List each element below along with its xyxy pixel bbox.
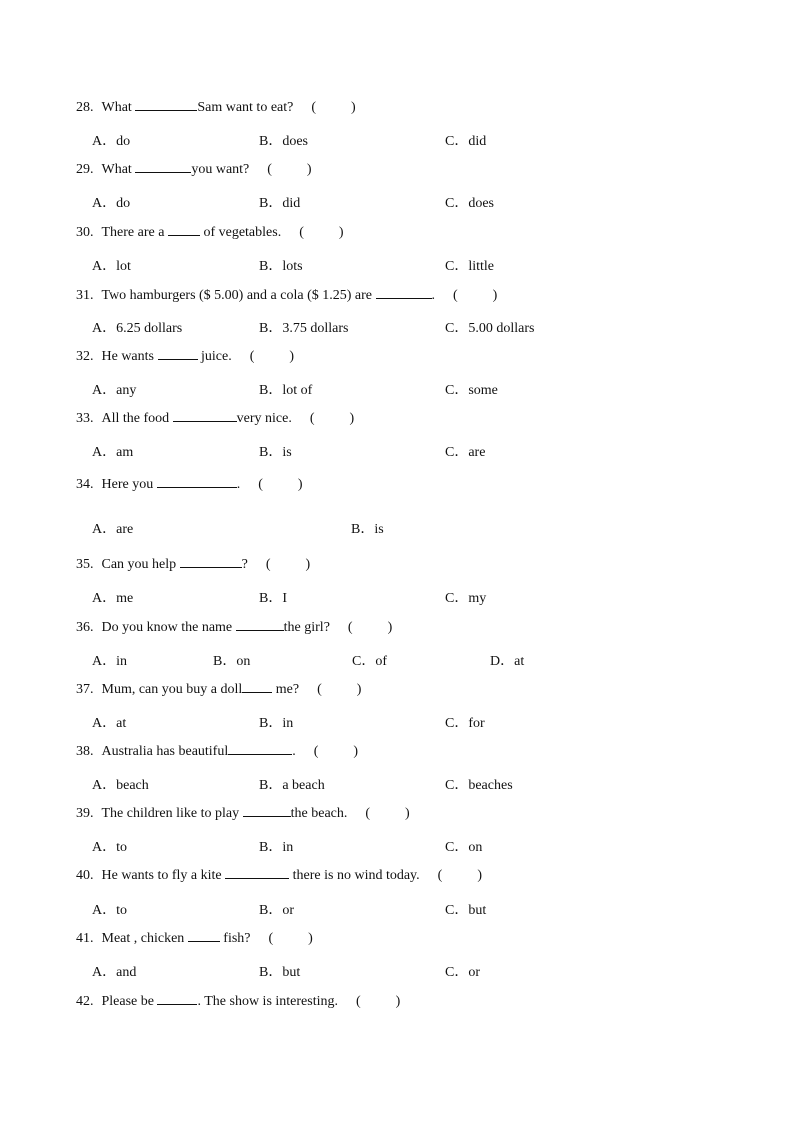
answer-blank[interactable] bbox=[228, 742, 292, 755]
option-b[interactable]: B．in bbox=[259, 716, 294, 731]
question-text-before: Australia has beautiful bbox=[101, 744, 229, 759]
answer-blank[interactable] bbox=[225, 866, 289, 879]
answer-blank[interactable] bbox=[180, 555, 242, 568]
option-a[interactable]: A．in bbox=[92, 654, 127, 669]
option-a[interactable]: A．lot bbox=[92, 259, 131, 274]
answer-blank[interactable] bbox=[242, 680, 272, 693]
question-number: 33. bbox=[76, 411, 94, 426]
answer-parentheses[interactable]: ( ) bbox=[437, 868, 482, 883]
question-text-after: me? bbox=[272, 682, 300, 697]
option-c[interactable]: C．for bbox=[445, 716, 485, 731]
option-a[interactable]: A．and bbox=[92, 965, 137, 980]
question-text-after: the beach. bbox=[290, 806, 348, 821]
question-number: 36. bbox=[76, 620, 94, 635]
answer-blank[interactable] bbox=[236, 618, 284, 631]
question-text-before: Here you bbox=[101, 477, 157, 492]
option-b[interactable]: B．does bbox=[259, 134, 308, 149]
question-text-before: Do you know the name bbox=[101, 620, 236, 635]
question-text-before: Please be bbox=[101, 994, 158, 1009]
question-number: 41. bbox=[76, 931, 94, 946]
answer-parentheses[interactable]: ( ) bbox=[453, 288, 498, 303]
option-c[interactable]: C．beaches bbox=[445, 778, 513, 793]
option-b[interactable]: B．a beach bbox=[259, 778, 325, 793]
question-number: 39. bbox=[76, 806, 94, 821]
option-b[interactable]: B．lots bbox=[259, 259, 303, 274]
answer-parentheses[interactable]: ( ) bbox=[311, 100, 356, 115]
question-text-after: ? bbox=[241, 557, 248, 572]
option-b[interactable]: B．I bbox=[259, 591, 287, 606]
answer-parentheses[interactable]: ( ) bbox=[313, 744, 359, 759]
question-text-after: the girl? bbox=[283, 620, 330, 635]
option-c[interactable]: C．my bbox=[445, 591, 487, 606]
question-number: 34. bbox=[76, 477, 94, 492]
answer-blank[interactable] bbox=[135, 98, 197, 111]
answer-blank[interactable] bbox=[188, 929, 220, 942]
option-b[interactable]: B．is bbox=[351, 522, 384, 537]
question-30 bbox=[76, 223, 344, 241]
question-text-before: There are a bbox=[101, 225, 168, 240]
question-text-before: What bbox=[101, 162, 136, 177]
option-b[interactable]: B．lot of bbox=[259, 383, 313, 398]
question-text-after: there is no wind today. bbox=[289, 868, 420, 883]
option-a[interactable]: A．any bbox=[92, 383, 137, 398]
question-text-before: What bbox=[101, 100, 136, 115]
question-31 bbox=[76, 286, 497, 304]
question-text-before: Mum, can you buy a doll bbox=[101, 682, 243, 697]
answer-parentheses[interactable]: ( ) bbox=[258, 477, 303, 492]
option-c[interactable]: C．on bbox=[445, 840, 483, 855]
answer-blank[interactable] bbox=[243, 804, 291, 817]
answer-parentheses[interactable]: ( ) bbox=[267, 162, 312, 177]
question-text-after: . bbox=[236, 477, 241, 492]
option-c[interactable]: C．5.00 dollars bbox=[445, 321, 535, 336]
question-text-before: He wants to fly a kite bbox=[101, 868, 226, 883]
question-38 bbox=[76, 742, 358, 760]
option-a[interactable]: A．6.25 dollars bbox=[92, 321, 183, 336]
question-text-before: Can you help bbox=[101, 557, 180, 572]
answer-blank[interactable] bbox=[135, 160, 191, 173]
question-29 bbox=[76, 160, 312, 178]
option-a[interactable]: A．to bbox=[92, 903, 127, 918]
option-a[interactable]: A．to bbox=[92, 840, 127, 855]
question-41 bbox=[76, 929, 313, 947]
answer-parentheses[interactable]: ( ) bbox=[265, 557, 311, 572]
question-number: 29. bbox=[76, 162, 94, 177]
question-number: 31. bbox=[76, 288, 94, 303]
question-40 bbox=[76, 866, 482, 884]
answer-blank[interactable] bbox=[158, 347, 198, 360]
answer-blank[interactable] bbox=[168, 223, 200, 236]
option-b[interactable]: B．in bbox=[259, 840, 294, 855]
question-text-before: Two hamburgers ($ 5.00) and a cola ($ 1.25) are bbox=[101, 288, 376, 303]
answer-blank[interactable] bbox=[157, 992, 197, 1005]
option-a[interactable]: A．am bbox=[92, 445, 134, 460]
question-text-after: . bbox=[292, 744, 296, 759]
answer-parentheses[interactable]: ( ) bbox=[268, 931, 313, 946]
question-number: 40. bbox=[76, 868, 94, 883]
option-c[interactable]: C．are bbox=[445, 445, 486, 460]
option-c[interactable]: C．of bbox=[352, 654, 387, 669]
question-36 bbox=[76, 618, 392, 636]
option-a[interactable]: A．beach bbox=[92, 778, 149, 793]
question-39 bbox=[76, 804, 410, 822]
answer-parentheses[interactable]: ( ) bbox=[365, 806, 410, 821]
option-a[interactable]: A．do bbox=[92, 196, 131, 211]
option-b[interactable]: B．on bbox=[213, 654, 251, 669]
question-text-before: The children like to play bbox=[101, 806, 243, 821]
question-28 bbox=[76, 98, 356, 116]
answer-blank[interactable] bbox=[376, 286, 432, 299]
option-b[interactable]: B．did bbox=[259, 196, 301, 211]
option-c[interactable]: C．does bbox=[445, 196, 494, 211]
answer-parentheses[interactable]: ( ) bbox=[309, 411, 355, 426]
question-text-before: He wants bbox=[101, 349, 158, 364]
answer-parentheses[interactable]: ( ) bbox=[347, 620, 393, 635]
question-text-after: you want? bbox=[191, 162, 250, 177]
question-number: 30. bbox=[76, 225, 94, 240]
question-text-after: juice. bbox=[197, 349, 232, 364]
question-34 bbox=[76, 475, 303, 493]
question-42 bbox=[76, 992, 400, 1010]
option-c[interactable]: C．little bbox=[445, 259, 494, 274]
question-number: 37. bbox=[76, 682, 94, 697]
answer-parentheses[interactable]: ( ) bbox=[317, 682, 362, 697]
question-37 bbox=[76, 680, 361, 698]
option-b[interactable]: B．but bbox=[259, 965, 301, 980]
question-number: 35. bbox=[76, 557, 94, 572]
question-text-after: . bbox=[431, 288, 436, 303]
question-33 bbox=[76, 409, 354, 427]
option-c[interactable]: C．did bbox=[445, 134, 487, 149]
option-c[interactable]: C．or bbox=[445, 965, 480, 980]
option-a[interactable]: A．me bbox=[92, 591, 134, 606]
answer-parentheses[interactable]: ( ) bbox=[249, 349, 295, 364]
question-text-after: of vegetables. bbox=[199, 225, 282, 240]
question-text-before: All the food bbox=[101, 411, 173, 426]
answer-parentheses[interactable]: ( ) bbox=[299, 225, 344, 240]
option-a[interactable]: A．are bbox=[92, 522, 134, 537]
answer-parentheses[interactable]: ( ) bbox=[356, 994, 401, 1009]
option-b[interactable]: B．is bbox=[259, 445, 292, 460]
question-text-after: . The show is interesting. bbox=[197, 994, 338, 1009]
question-text-before: Meat , chicken bbox=[101, 931, 188, 946]
answer-blank[interactable] bbox=[157, 475, 237, 488]
question-32 bbox=[76, 347, 294, 365]
question-number: 28. bbox=[76, 100, 94, 115]
answer-blank[interactable] bbox=[173, 409, 237, 422]
question-35 bbox=[76, 555, 310, 573]
option-b[interactable]: B．or bbox=[259, 903, 294, 918]
option-b[interactable]: B．3.75 dollars bbox=[259, 321, 349, 336]
option-a[interactable]: A．do bbox=[92, 134, 131, 149]
option-a[interactable]: A．at bbox=[92, 716, 127, 731]
question-number: 32. bbox=[76, 349, 94, 364]
question-number: 38. bbox=[76, 744, 94, 759]
option-c[interactable]: C．but bbox=[445, 903, 487, 918]
question-number: 42. bbox=[76, 994, 94, 1009]
question-text-after: very nice. bbox=[236, 411, 292, 426]
question-text-after: fish? bbox=[219, 931, 251, 946]
question-text-after: Sam want to eat? bbox=[197, 100, 294, 115]
option-d[interactable]: D．at bbox=[490, 654, 525, 669]
option-c[interactable]: C．some bbox=[445, 383, 498, 398]
